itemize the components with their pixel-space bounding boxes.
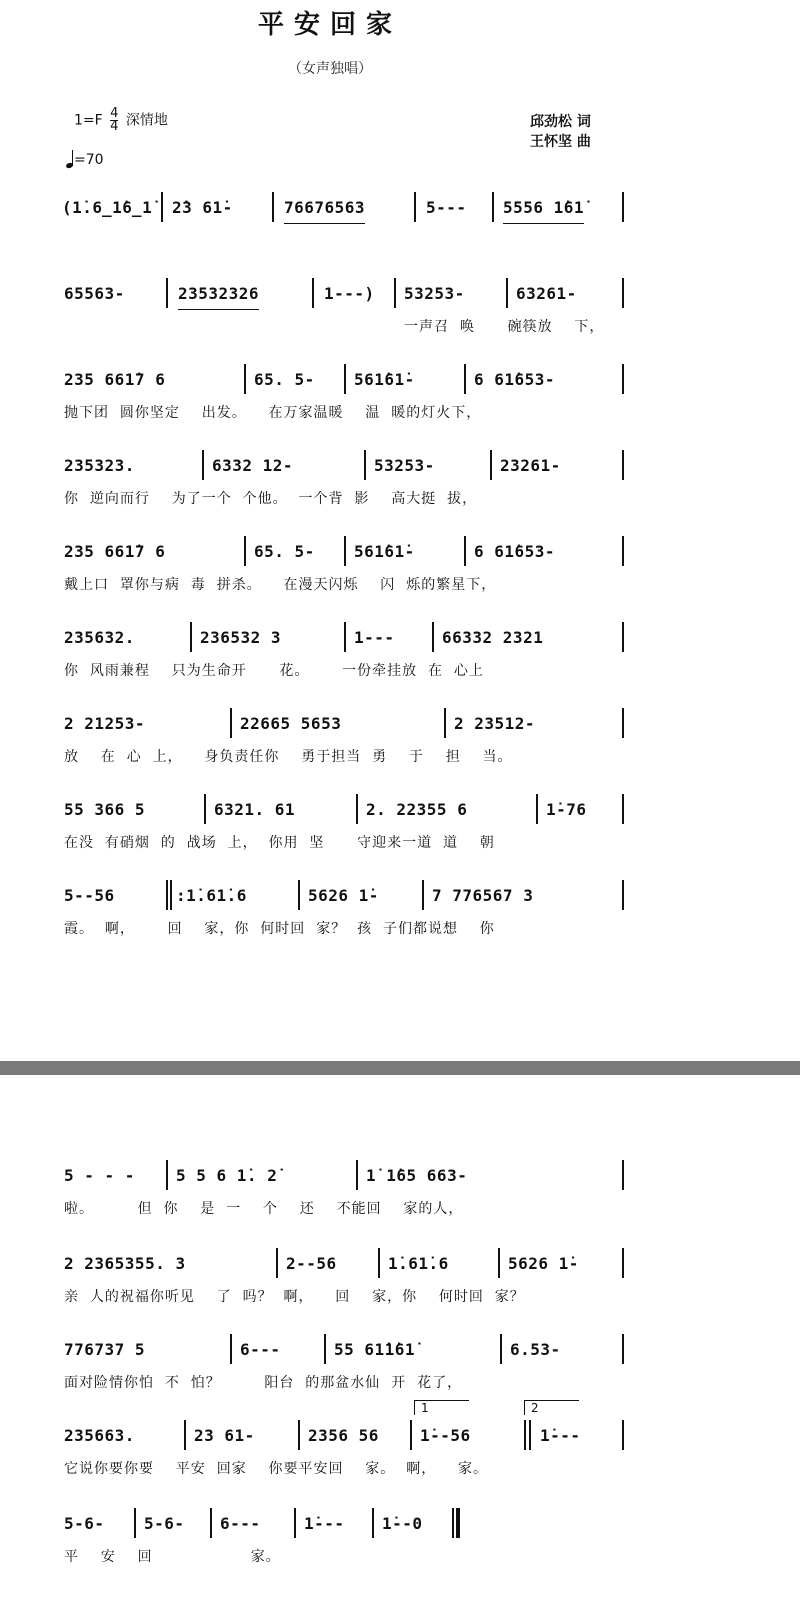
- lyric-line: 放 在 心 上， 身负责任你 勇于担当 勇 于 担 当。: [64, 749, 513, 765]
- measure: 6---: [240, 1339, 281, 1359]
- barline: [464, 536, 466, 566]
- measure: 53253-: [374, 455, 435, 475]
- lyric-line: 抛下团 圆你坚定 出发。 在万家温暖 温 暖的灯火下，: [64, 405, 482, 421]
- score-line-11: [0, 1248, 800, 1308]
- barline: [622, 794, 624, 824]
- tempo-marking: [66, 150, 104, 168]
- barline: [536, 794, 538, 824]
- key-signature: [74, 108, 168, 133]
- lyric-line: 在没 有硝烟 的 战场 上， 你用 坚 守迎来一道 道 朝: [64, 835, 495, 851]
- lyric-line: 平 安 回 家。: [64, 1549, 281, 1565]
- measure: 5---: [426, 197, 467, 217]
- score-line-9: [0, 880, 800, 940]
- score-line-7: [0, 708, 800, 768]
- barline: [344, 622, 346, 652]
- measure: 1---: [354, 627, 395, 647]
- barline: [492, 192, 494, 222]
- barline: [529, 1420, 531, 1450]
- score-line-10: [0, 1160, 800, 1220]
- volta-2: 2: [524, 1400, 579, 1415]
- barline: [298, 1420, 300, 1450]
- barline: [230, 708, 232, 738]
- measure: 5556 1̇61̇: [503, 192, 584, 224]
- barline: [524, 1420, 526, 1450]
- volta-1: 1: [414, 1400, 469, 1415]
- measure: 5 5 6 1̇. 2̇: [176, 1165, 278, 1185]
- measure: 5--56: [64, 885, 115, 905]
- barline: [244, 536, 246, 566]
- time-signature-bottom: 4: [110, 119, 119, 134]
- measure: :1̇.61̇.6: [176, 885, 247, 905]
- barline: [166, 880, 168, 910]
- composer-credit: 王怀坚 曲: [530, 134, 591, 150]
- final-barline: [456, 1508, 460, 1538]
- measure: 776737 5: [64, 1339, 146, 1359]
- measure: 55 366 5: [64, 799, 146, 819]
- barline: [356, 1160, 358, 1190]
- time-signature-top: 4: [110, 106, 119, 121]
- barline: [464, 364, 466, 394]
- score-line-6: [0, 622, 800, 682]
- score-line-4: [0, 450, 800, 510]
- measure: 2. 22355 6: [366, 799, 468, 819]
- measure: 235323.: [64, 455, 135, 475]
- barline: [622, 450, 624, 480]
- measure: 2 21253-: [64, 713, 146, 733]
- quarter-note-icon: [66, 150, 74, 168]
- lyric-line: 啦。 但 你 是 一 个 还 不能回 家的人，: [64, 1201, 464, 1217]
- barline: [364, 450, 366, 480]
- score-line-8: [0, 794, 800, 854]
- measure: 5-6-: [144, 1513, 185, 1533]
- measure: 2 23512-: [454, 713, 536, 733]
- measure: 235663.: [64, 1425, 135, 1445]
- barline: [298, 880, 300, 910]
- score-line-1: [0, 192, 800, 252]
- page-subtitle: （女声独唱）: [288, 61, 372, 77]
- measure: 1̇---: [304, 1513, 345, 1533]
- measure: 23 61-: [194, 1425, 255, 1445]
- barline: [394, 278, 396, 308]
- lyric-line: 亲 人的祝福你听见 了 吗？ 啊， 回 家，你 何时回 家？: [64, 1289, 525, 1305]
- measure: 2356 56: [308, 1425, 379, 1445]
- barline: [204, 794, 206, 824]
- measure: 2 2365355. 3: [64, 1253, 186, 1273]
- barline: [312, 278, 314, 308]
- barline: [210, 1508, 212, 1538]
- measure: 63261-: [516, 283, 577, 303]
- key-label: 1=F: [74, 112, 103, 129]
- measure: 6321. 61: [214, 799, 296, 819]
- barline: [422, 880, 424, 910]
- lyric-line: 一声召 唤 碗筷放 下，: [404, 319, 605, 335]
- credits: [530, 112, 591, 152]
- measure: 22665 5653: [240, 713, 342, 733]
- barline: [294, 1508, 296, 1538]
- barline: [622, 278, 624, 308]
- barline: [134, 1508, 136, 1538]
- measure: 5626 1̇-: [308, 885, 379, 905]
- barline: [190, 622, 192, 652]
- page-divider: [0, 1061, 800, 1075]
- measure: 65. 5-: [254, 369, 315, 389]
- measure: 1̇-76: [546, 799, 587, 819]
- barline: [622, 536, 624, 566]
- barline: [324, 1334, 326, 1364]
- measure: (1̇.6̲1̇6̲1̇: [62, 197, 153, 217]
- barline: [622, 1420, 624, 1450]
- measure: 1̇.61̇.6: [388, 1253, 449, 1273]
- barline: [414, 192, 416, 222]
- measure: 53253-: [404, 283, 465, 303]
- barline: [490, 450, 492, 480]
- barline: [378, 1248, 380, 1278]
- measure: 1̇---: [540, 1425, 581, 1445]
- measure: 66332 2321: [442, 627, 544, 647]
- barline: [344, 364, 346, 394]
- lyric-line: 戴上口 罩你与病 毒 拼杀。 在漫天闪烁 闪 烁的繁星下，: [64, 577, 497, 593]
- barline: [452, 1508, 454, 1538]
- measure: 76676563: [284, 192, 365, 224]
- measure: 2̇3 61̇-: [172, 197, 233, 217]
- barline: [276, 1248, 278, 1278]
- measure: 235632.: [64, 627, 135, 647]
- measure: 2--56: [286, 1253, 337, 1273]
- measure: 6 61̇653-: [474, 541, 556, 561]
- barline: [444, 708, 446, 738]
- measure: 236532 3: [200, 627, 282, 647]
- score-line-12: [0, 1334, 800, 1394]
- lyric-line: 它说你要你要 平安 回家 你要平安回 家。 啊， 家。: [64, 1461, 489, 1477]
- measure: 235 661̇7 6: [64, 369, 166, 389]
- measure: 5 - - -: [64, 1165, 135, 1185]
- measure: 65563-: [64, 283, 125, 303]
- barline: [622, 708, 624, 738]
- score-line-5: [0, 536, 800, 596]
- score-line-2: [0, 278, 800, 338]
- barline: [500, 1334, 502, 1364]
- measure: 55 61̇1̇61̇: [334, 1339, 416, 1359]
- barline: [622, 364, 624, 394]
- measure: 1̇--56: [420, 1425, 471, 1445]
- barline: [498, 1248, 500, 1278]
- measure: 6 61̇653-: [474, 369, 556, 389]
- tempo-value: =70: [74, 152, 104, 168]
- barline: [410, 1420, 412, 1450]
- measure: 65. 5-: [254, 541, 315, 561]
- expression-mark: 深情地: [125, 112, 168, 129]
- barline: [161, 192, 163, 222]
- measure: 6---: [220, 1513, 261, 1533]
- measure: 6332 12-: [212, 455, 294, 475]
- barline: [622, 622, 624, 652]
- barline: [622, 192, 624, 222]
- score-line-13: [0, 1401, 800, 1480]
- barline: [506, 278, 508, 308]
- score-line-14: [0, 1508, 800, 1568]
- measure: 1̇--0: [382, 1513, 423, 1533]
- measure: 23532326: [178, 278, 259, 310]
- measure: 561̇61̇-: [354, 541, 415, 561]
- barline: [244, 364, 246, 394]
- barline: [230, 1334, 232, 1364]
- measure: 5-6-: [64, 1513, 105, 1533]
- barline: [622, 880, 624, 910]
- page-title: 平安回家: [257, 10, 402, 40]
- barline: [272, 192, 274, 222]
- measure: 23261-: [500, 455, 561, 475]
- lyric-line: 你 逆向而行 为了一个 个他。 一个背 影 高大挺 拔，: [64, 491, 478, 507]
- barline: [372, 1508, 374, 1538]
- barline: [202, 450, 204, 480]
- barline: [622, 1248, 624, 1278]
- measure: 1̇ 1̇65 663-: [366, 1165, 468, 1185]
- barline: [432, 622, 434, 652]
- score-line-3: [0, 364, 800, 424]
- measure: 5626 1̇-: [508, 1253, 579, 1273]
- measure: 561̇61̇-: [354, 369, 415, 389]
- barline: [344, 536, 346, 566]
- time-signature: [110, 108, 118, 133]
- barline: [166, 1160, 168, 1190]
- barline: [356, 794, 358, 824]
- barline: [170, 880, 172, 910]
- lyric-line: 面对险情你怕 不 怕？ 阳台 的那盆水仙 开 花了，: [64, 1375, 463, 1391]
- lyric-line: 霞。 啊， 回 家，你 何时回 家？ 孩 子们都说想 你: [64, 921, 495, 937]
- measure: 7 776567 3: [432, 885, 534, 905]
- measure: 235 661̇7 6: [64, 541, 166, 561]
- barline: [184, 1420, 186, 1450]
- barline: [622, 1160, 624, 1190]
- lyricist-credit: 邱劲松 词: [530, 114, 591, 130]
- barline: [622, 1334, 624, 1364]
- lyric-line: 你 风雨兼程 只为生命开 花。 一份牵挂放 在 心上: [64, 663, 484, 679]
- measure: 1---): [324, 283, 375, 303]
- barline: [166, 278, 168, 308]
- measure: 6.53-: [510, 1339, 561, 1359]
